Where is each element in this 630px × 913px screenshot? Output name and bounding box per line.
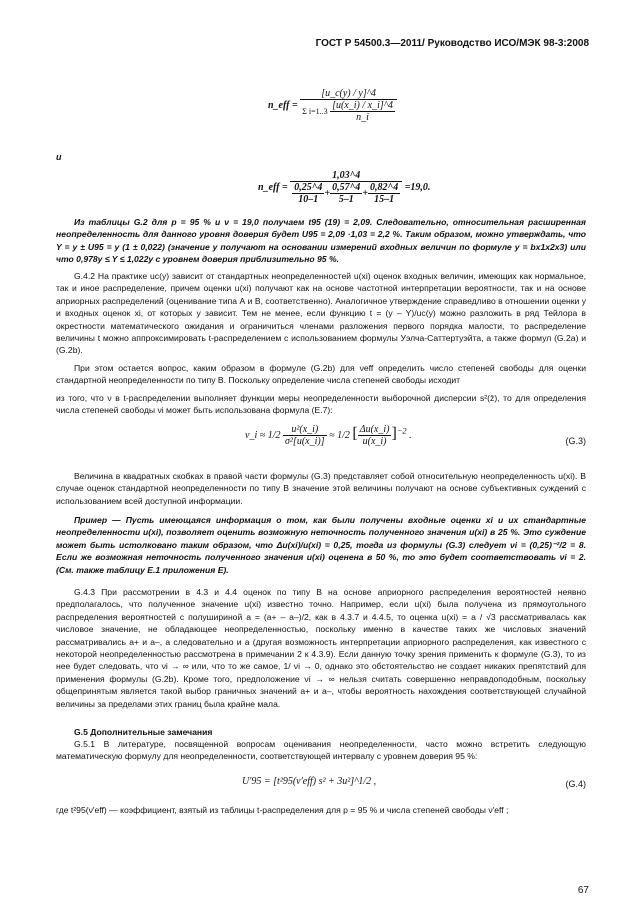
formula-lhs: n_eff = [268,99,298,111]
term2-num: 0,57^4 [332,182,361,193]
equation-number-g4: (G.4) [565,779,586,789]
g3-approx: ≈ [329,429,335,441]
formula-numerator: [u_c(y) / y]^4 [300,88,397,100]
term1-num: 0,25^4 [294,182,323,193]
formula2-numerator: 1,03^4 [290,170,402,182]
paragraph-remains-question: При этом остается вопрос, каким образом в формуле (G.2b) для νeff определить число степеней свободы для оценки стандартной неопределенности по типу В. Поскольку определение числа степеней свободы исходит [56,363,586,386]
term2-den: 5–1 [338,194,354,205]
paragraph-g42: G.4.2 На практике uc(y) зависит от стандартных неопределенностей u(xi) оценок входных величин, имеющих как нормальное, так и иное распределение, причем оценки u(xi) получают как на основе частотной интерпретации вероятности, так и на основе априорных распределений (оценивание типа А и В, соответственно). Аналогичное утверждение справедливо в отношении оценки y и входных оценок xi, от которых y зависит. Тем не менее, если функцию t = (y – Y)/uc(y) можно разложить в ряд Тейлора в окрестности математического ожидания и ограничиться членами разложения первого порядка малости, то распределение величины t можно аппроксимировать t-распределением с использованием формулы Уэлча-Саттертуэйта, а также формул (G.2a) и (G.2b). [56,271,586,356]
paragraph-value: Величина в квадратных скобках в правой части формулы (G.3) представляет собой относительную неопределенность u(xi). В случае оценок стандартной неопределенности по типу В значение этой величины получают на основе субъективных суждений с использованием всей доступной информации. [56,471,586,506]
g3-frac-den: σ²[u(x_i)] [285,436,325,447]
formula-denominator [300,100,397,123]
g3-half-2: 1/2 [337,429,350,441]
paragraph-g51: G.5.1 В литературе, посвященной вопросам оценивания неопределенности, часто можно встретить следующую математическую формулу для неопределенности, соответствующей интервалу с уровнем доверия 95 %: [56,739,586,762]
term1-den: 10–1 [298,194,319,205]
sum-symbol: Σ i=1..3 [302,106,328,116]
equation-number-g3: (G.3) [565,436,586,446]
formula-neff-general [268,88,397,123]
g3-power: −2 [396,426,407,436]
term3-num: 0,82^4 [370,182,399,193]
formula2-result: =19,0. [404,181,431,193]
example-paragraph-2: Пример — Пусть имеющаяся информация о том, как были получены входные оценки xi и их стандартные неопределенности u(xi), позволяет оценить возможную неточность полученного значения u(xi) в 25 %. Это суждение может быть истолковано таким образом, что Δu(xi)/u(xi) = 0,25, тогда из формулы (G.3) следует νi = (0,25)⁻²/2 = 8. Если же возможная неточность полученного значения u(xi) оценена в 50 %, то это будет соответствовать νi = 2. (См. также таблицу Е.1 приложения Е). [56,515,586,575]
g3-frac-num: u²(x_i) [283,424,327,436]
paragraph-where: где t²95(ν′eff) — коэффициент, взятый из таблицы t-распределения для p = 95 % и числа степеней свободы ν′eff ; [56,805,509,815]
g3-lhs: ν_i ≈ [245,429,266,441]
section-heading-g5: G.5 Дополнительные замечания [74,727,213,737]
inner-numerator: [u(x_i) / x_i]^4 [332,100,393,111]
page-header: ГОСТ Р 54500.3—2011/ Руководство ИСО/МЭК 98-3:2008 [315,38,589,49]
formula-g4: U′95 = [t²95(ν′eff) s² + 3u²]^1/2 , [242,776,377,787]
conjunction-and: и [56,152,62,162]
paragraph-g43: G.4.3 При рассмотрении в 4.3 и 4.4 оценок по типу В на основе априорного распределения вероятностей неявно предполагалось, что полученное значение u(xi) известно точно. Например, если u(xi) была получена из прямоугольного распределения вероятностей с полушириной a = (a+ – a–)/2, как в 4.3.7 и 4.4.5, то оценка u(xi) = a / √3 рассматривалась как числовое значение, не обладающее неопределенностью, поскольку именно в качестве таких же числовых значений рассматривались a+ и a–, а следовательно и a (другая возможность интерпретации априорного распределения, как известного с некоторой неопределенностью рассмотрена в примечании 2 к 4.3.9). Если данную точку зрения применить к формуле (G.3), то из нее будет следовать, что νi → ∞ или, что то же самое, 1/ νi → 0, однако это обстоятельство не создает никаких препятствий для применения формулы (G.2b). Кроме того, предположение νi → ∞ нельзя считать совершенно неправдоподобным, поскольку общепринятым является такой выбор граничных значений a+ и a–, чтобы вероятность нахождения соответствующей случайной величины за пределами этих границ была крайне мала. [56,587,586,709]
term3-den: 15–1 [374,194,395,205]
inner-denominator: n_i [356,112,369,123]
formula-neff-numeric: n_eff = 1,03^4 $\frac{0,25\^{}4}{10-1}$ + $\frac{0,57\^{}4}{5-1}$ + $\frac{0,82\^{}4}{15-1}$ =19,0. [258,170,431,205]
g3-half-1: 1/2 [267,429,281,441]
paragraph-from-fact: из того, что ν в t-распределении выполняет функции меры неопределенности выборочной дисперсии s²(z̄), то для определения числа степеней свободы νi может быть использована формула (Е.7): [56,393,586,416]
g3-bracket-num: Δu(x_i) [359,424,390,435]
example-paragraph-1: Из таблицы G.2 для p = 95 % и ν = 19,0 получаем t95 (19) = 2,09. Следовательно, относительная расширенная неопределенность для данного уровня доверия будет U95 = 2,09 ·1,03 = 2,2 %. Таким образом, можно утверждать, что Y = y ± U95 = y (1 ± 0,022) (значение y получают на основании измерений входных величин по формуле y = bx1x2x3) или что 0,978y ≤ Y ≤ 1,022y с уровнем доверия приблизительно 95 %. [56,217,586,265]
formula-g3: ν_i ≈ 1/2 $\frac{\text{u²(x\_i)}}{\text{σ²[u(x\_i)]}}$ ≈ 1/2 [ $\frac{\Delta u(x\_i)}{u(x\_i)}$ ]$^{-2}$ . [245,424,412,447]
g3-bracket-den: u(x_i) [362,436,387,447]
page-number: 67 [577,885,589,896]
formula2-lhs: n_eff = [258,181,288,193]
